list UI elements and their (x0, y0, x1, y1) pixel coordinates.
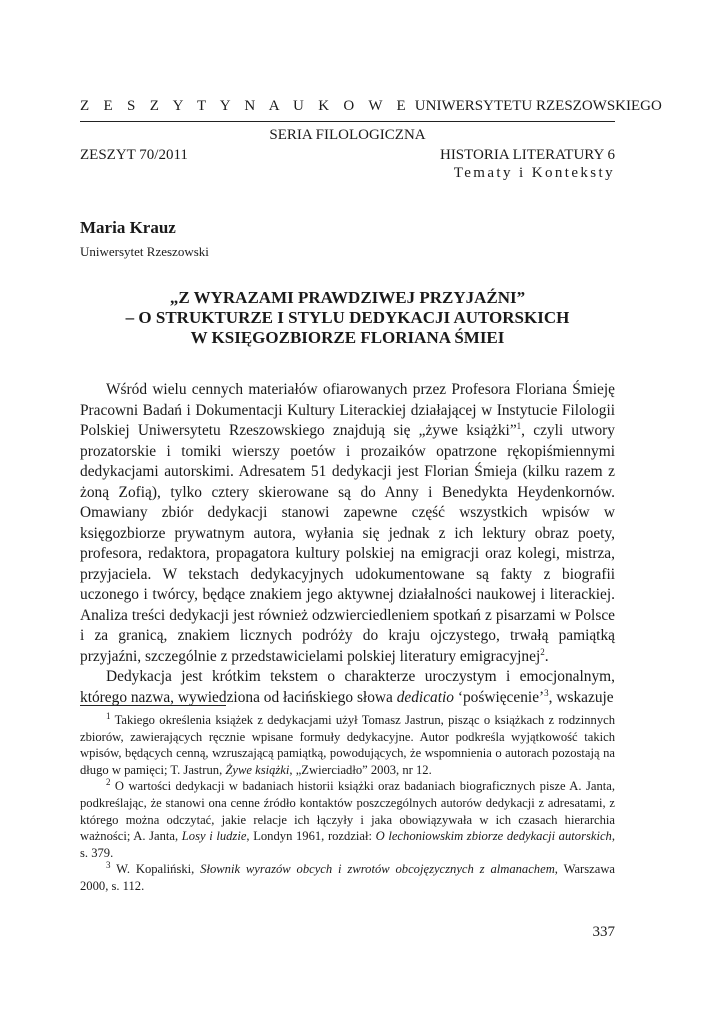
body-paragraph-2 (80, 667, 615, 708)
subseries-subtitle: Tematy i Konteksty (453, 165, 615, 181)
italic-title: O lechoniowskim zbiorze dedykacji autorskich (375, 829, 612, 844)
page-number: 337 (592, 924, 615, 940)
text-run: O wartości dedykacji w badaniach historii książki oraz badaniach biograficznych pisze A. Janta, podkreślając, że stanowi ona cenne źródło kontaktów poszczególnych autorów dedykacji z adresatami, z którego można odczytać, jakie relacje ich łączyły i jaka obowiązywała w ich czasach hierarchia ważności; A. Janta, (80, 779, 615, 844)
journal-name-rest: UNIWERSYTETU RZESZOWSKIEGO (414, 98, 662, 114)
text-run: , „Zwierciadło” 2003, nr 12. (289, 762, 432, 777)
italic-term: dedicatio (396, 688, 454, 706)
body-paragraph-1 (80, 380, 615, 667)
text-run: W. Kopaliński, (110, 862, 201, 877)
author-name: Maria Krauz (80, 218, 176, 237)
text-run: Takiego określenia książek z dedykacjami użył Tomasz Jastrun, pisząc o książkach z rodzinnych zbiorów, zawierających ręcznie wpisane formuły dedykacyjne. Autor podkreśla wyjątkowość takich wpisów, będących cenną, wzruszającą pamiątką, powodujących, że wspomnienia o autorach pozostają na długo w pamięci; T. Jastrun, (80, 713, 615, 777)
subseries-name: HISTORIA LITERATURY 6 (439, 147, 615, 163)
text-run: Wśród wielu cennych materiałów ofiarowanych przez Profesora Floriana Śmieję Pracowni Badań i Dokumentacji Kultury Literackiej działającej w Instytucie Filologii Polskiej Uniwersytetu Rzeszowskiego znajdują się „żywe książki” (80, 381, 615, 439)
text-run: Dedykacja jest krótkim tekstem o charakterze uroczystym i emocjonalnym, którego nazwa, wywiedziona od łacińskiego słowa (80, 668, 615, 706)
article-title (80, 288, 615, 348)
article-body (80, 380, 615, 708)
author-affiliation: Uniwersytet Rzeszowski (80, 244, 209, 259)
footnote-rule (80, 705, 226, 706)
footnote-ref-1[interactable]: 1 (516, 420, 522, 431)
italic-title: Żywe książki (225, 762, 290, 777)
text-run: , Warszawa 2000, s. 112. (80, 862, 616, 893)
issue-number: ZESZYT 70/2011 (80, 147, 188, 163)
footnote-1 (80, 712, 615, 778)
text-run: , wskazuje (548, 688, 614, 706)
text-run: ‘poświęcenie’ (453, 688, 545, 706)
footnotes (80, 712, 615, 895)
title-line-3: W KSIĘGOZBIORZE FLORIANA ŚMIEI (190, 328, 505, 347)
header-rule (80, 121, 615, 122)
italic-title: Słownik wyrazów obcych i zwrotów obcojęzycznych z almanachem (200, 862, 555, 877)
footnote-number: 3 (106, 860, 111, 871)
footnote-2 (80, 778, 615, 861)
title-line-1: „Z WYRAZAMI PRAWDZIWEJ PRZYJAŹNI” (169, 288, 526, 307)
italic-title: Losy i ludzie (181, 829, 247, 844)
text-run: , s. 379. (80, 829, 616, 860)
text-run: , Londyn 1961, rozdział: (246, 829, 376, 844)
footnote-ref-2[interactable]: 2 (540, 646, 545, 657)
title-line-2: – O STRUKTURZE I STYLU DEDYKACJI AUTORSKICH (125, 308, 570, 327)
footnote-number: 2 (106, 777, 111, 788)
journal-header (80, 97, 662, 115)
series-name: SERIA FILOLOGICZNA (269, 127, 426, 143)
text-run: . (544, 647, 549, 665)
footnote-3 (80, 861, 615, 894)
issue-line (80, 146, 615, 164)
footnote-number: 1 (106, 710, 111, 721)
footnote-ref-3[interactable]: 3 (544, 687, 549, 698)
text-run: , czyli utwory prozatorskie i tomiki wierszy poetów i prozaików opatrzone rękopiśmiennymi dedykacjami autorskimi. Adresatem 51 dedykacji jest Florian Śmieja (kilku razem z żoną Zofią), tylko cztery skierowane są do Anny i Benedykta Heydenkornów. Omawiany zbiór dedykacji stanowi zapewne część wszystkich wpisów w księgozbiorze prywatnym autora, wyłania się jednak z ich lektury obraz poety, profesora, redaktora, propagatora kultury polskiej na emigracji oraz kolegi, mistrza, przyjaciela. W tekstach dedykacyjnych udokumentowane są fakty z biografii uczonego i twórcy, będące znakiem jego aktywnej działalności naukowej i literackiej. Analiza treści dedykacji jest również odzwierciedleniem spotkań z pisarzami w Polsce i za granicą, znakiem licznych podróży do kraju ojczystego, trwałą pamiątką przyjaźni, szczególnie z przedstawicielami polskiej literatury emigracyjnej (80, 422, 615, 665)
journal-name-spaced: Z E S Z Y T Y N A U K O W E (80, 98, 412, 114)
